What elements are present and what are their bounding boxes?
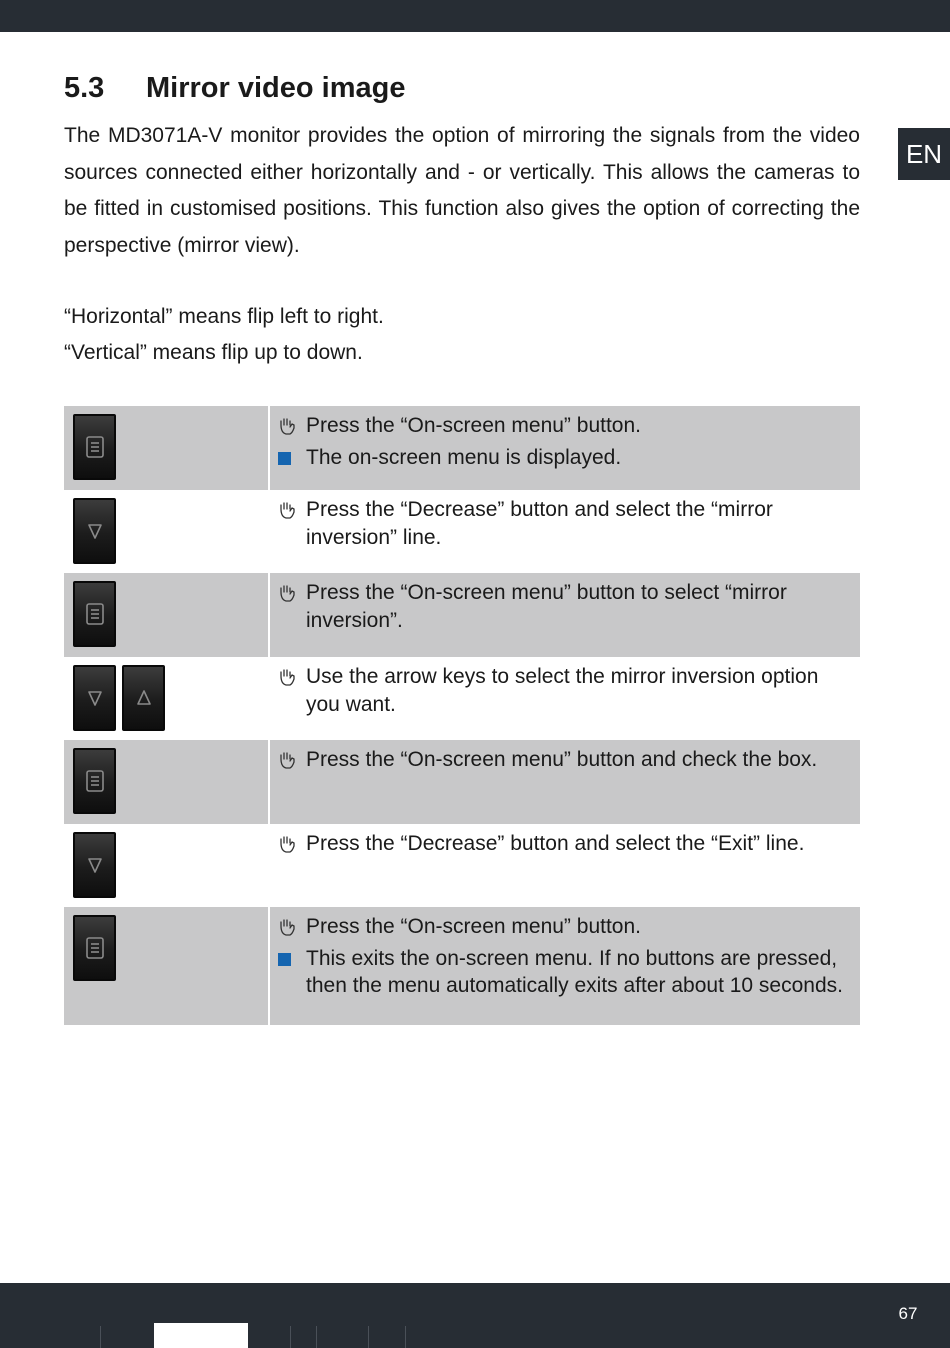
step-text-cell xyxy=(270,740,860,824)
step-row-5 xyxy=(64,740,860,824)
step-row-7 xyxy=(64,907,860,1025)
intro-paragraph: The MD3071A-V monitor provides the option of mirroring the signals from the video sources connected either horizontally and - or vertically. This allows the cameras to be fitted in customised positions. This function also gives the option of correcting the perspective (mirror view). xyxy=(64,124,860,257)
step-action-text: Press the “Decrease” button and select the “mirror inversion” line. xyxy=(306,498,773,549)
footer-white-block xyxy=(154,1323,248,1348)
definition-horizontal: “Horizontal” means flip left to right. xyxy=(64,305,384,328)
step-text-cell xyxy=(270,406,860,490)
step-icon-cell xyxy=(64,740,268,824)
step-action xyxy=(278,746,852,778)
top-bar xyxy=(0,0,950,32)
step-action xyxy=(278,412,852,444)
hand-icon xyxy=(278,579,306,611)
bottom-bar xyxy=(0,1283,950,1348)
decrease-button-icon xyxy=(73,665,116,731)
section-title: Mirror video image xyxy=(146,72,406,104)
section-number: 5.3 xyxy=(64,72,105,104)
menu-button-icon xyxy=(73,581,116,647)
step-action-text: Press the “Decrease” button and select the “Exit” line. xyxy=(306,832,805,855)
section-heading xyxy=(64,70,405,106)
step-action xyxy=(278,663,852,718)
step-icon-cell xyxy=(64,406,268,490)
step-text-cell xyxy=(270,573,860,657)
menu-button-icon xyxy=(73,748,116,814)
decrease-button-icon xyxy=(73,832,116,898)
step-result xyxy=(278,444,852,472)
step-action xyxy=(278,830,852,862)
step-action-text: Press the “On-screen menu” button to select “mirror inversion”. xyxy=(306,581,787,632)
step-result xyxy=(278,945,852,1000)
hand-icon xyxy=(278,663,306,695)
steps-table xyxy=(64,406,860,1025)
step-action xyxy=(278,579,852,634)
step-action-text: Press the “On-screen menu” button. xyxy=(306,915,641,938)
hand-icon xyxy=(278,496,306,528)
result-square-icon xyxy=(278,452,291,465)
step-row-6 xyxy=(64,824,860,907)
increase-button-icon xyxy=(122,665,165,731)
step-text-cell xyxy=(270,907,860,1025)
step-row-2 xyxy=(64,490,860,573)
footer-tick xyxy=(290,1326,291,1348)
footer-tick xyxy=(368,1326,369,1348)
footer-tick xyxy=(316,1326,317,1348)
step-action-text: Press the “On-screen menu” button and check the box. xyxy=(306,748,818,771)
step-icon-cell xyxy=(64,907,268,1025)
step-action-text: Press the “On-screen menu” button. xyxy=(306,414,641,437)
menu-button-icon xyxy=(73,414,116,480)
footer-tick xyxy=(100,1326,101,1348)
language-tab: EN xyxy=(898,128,950,180)
step-icon-cell xyxy=(64,490,268,573)
step-row-1 xyxy=(64,406,860,490)
hand-icon xyxy=(278,830,306,862)
hand-icon xyxy=(278,412,306,444)
step-icon-cell xyxy=(64,657,268,740)
hand-icon xyxy=(278,913,306,945)
step-result-text: This exits the on-screen menu. If no buttons are pressed, then the menu automatically exits after about 10 seconds. xyxy=(306,946,843,997)
step-text-cell xyxy=(270,657,860,740)
step-action-text: Use the arrow keys to select the mirror inversion option you want. xyxy=(306,665,819,716)
footer-tick xyxy=(405,1326,406,1348)
step-result-text: The on-screen menu is displayed. xyxy=(306,445,622,469)
result-square-icon xyxy=(278,953,291,966)
step-icon-cell xyxy=(64,824,268,907)
menu-button-icon xyxy=(73,915,116,981)
step-row-4 xyxy=(64,657,860,740)
step-text-cell xyxy=(270,490,860,573)
page-number: 67 xyxy=(898,1304,918,1323)
decrease-button-icon xyxy=(73,498,116,564)
step-text-cell xyxy=(270,824,860,907)
definition-vertical: “Vertical” means flip up to down. xyxy=(64,341,363,364)
hand-icon xyxy=(278,746,306,778)
step-row-3 xyxy=(64,573,860,657)
step-action xyxy=(278,496,852,551)
step-icon-cell xyxy=(64,573,268,657)
step-action xyxy=(278,913,852,945)
